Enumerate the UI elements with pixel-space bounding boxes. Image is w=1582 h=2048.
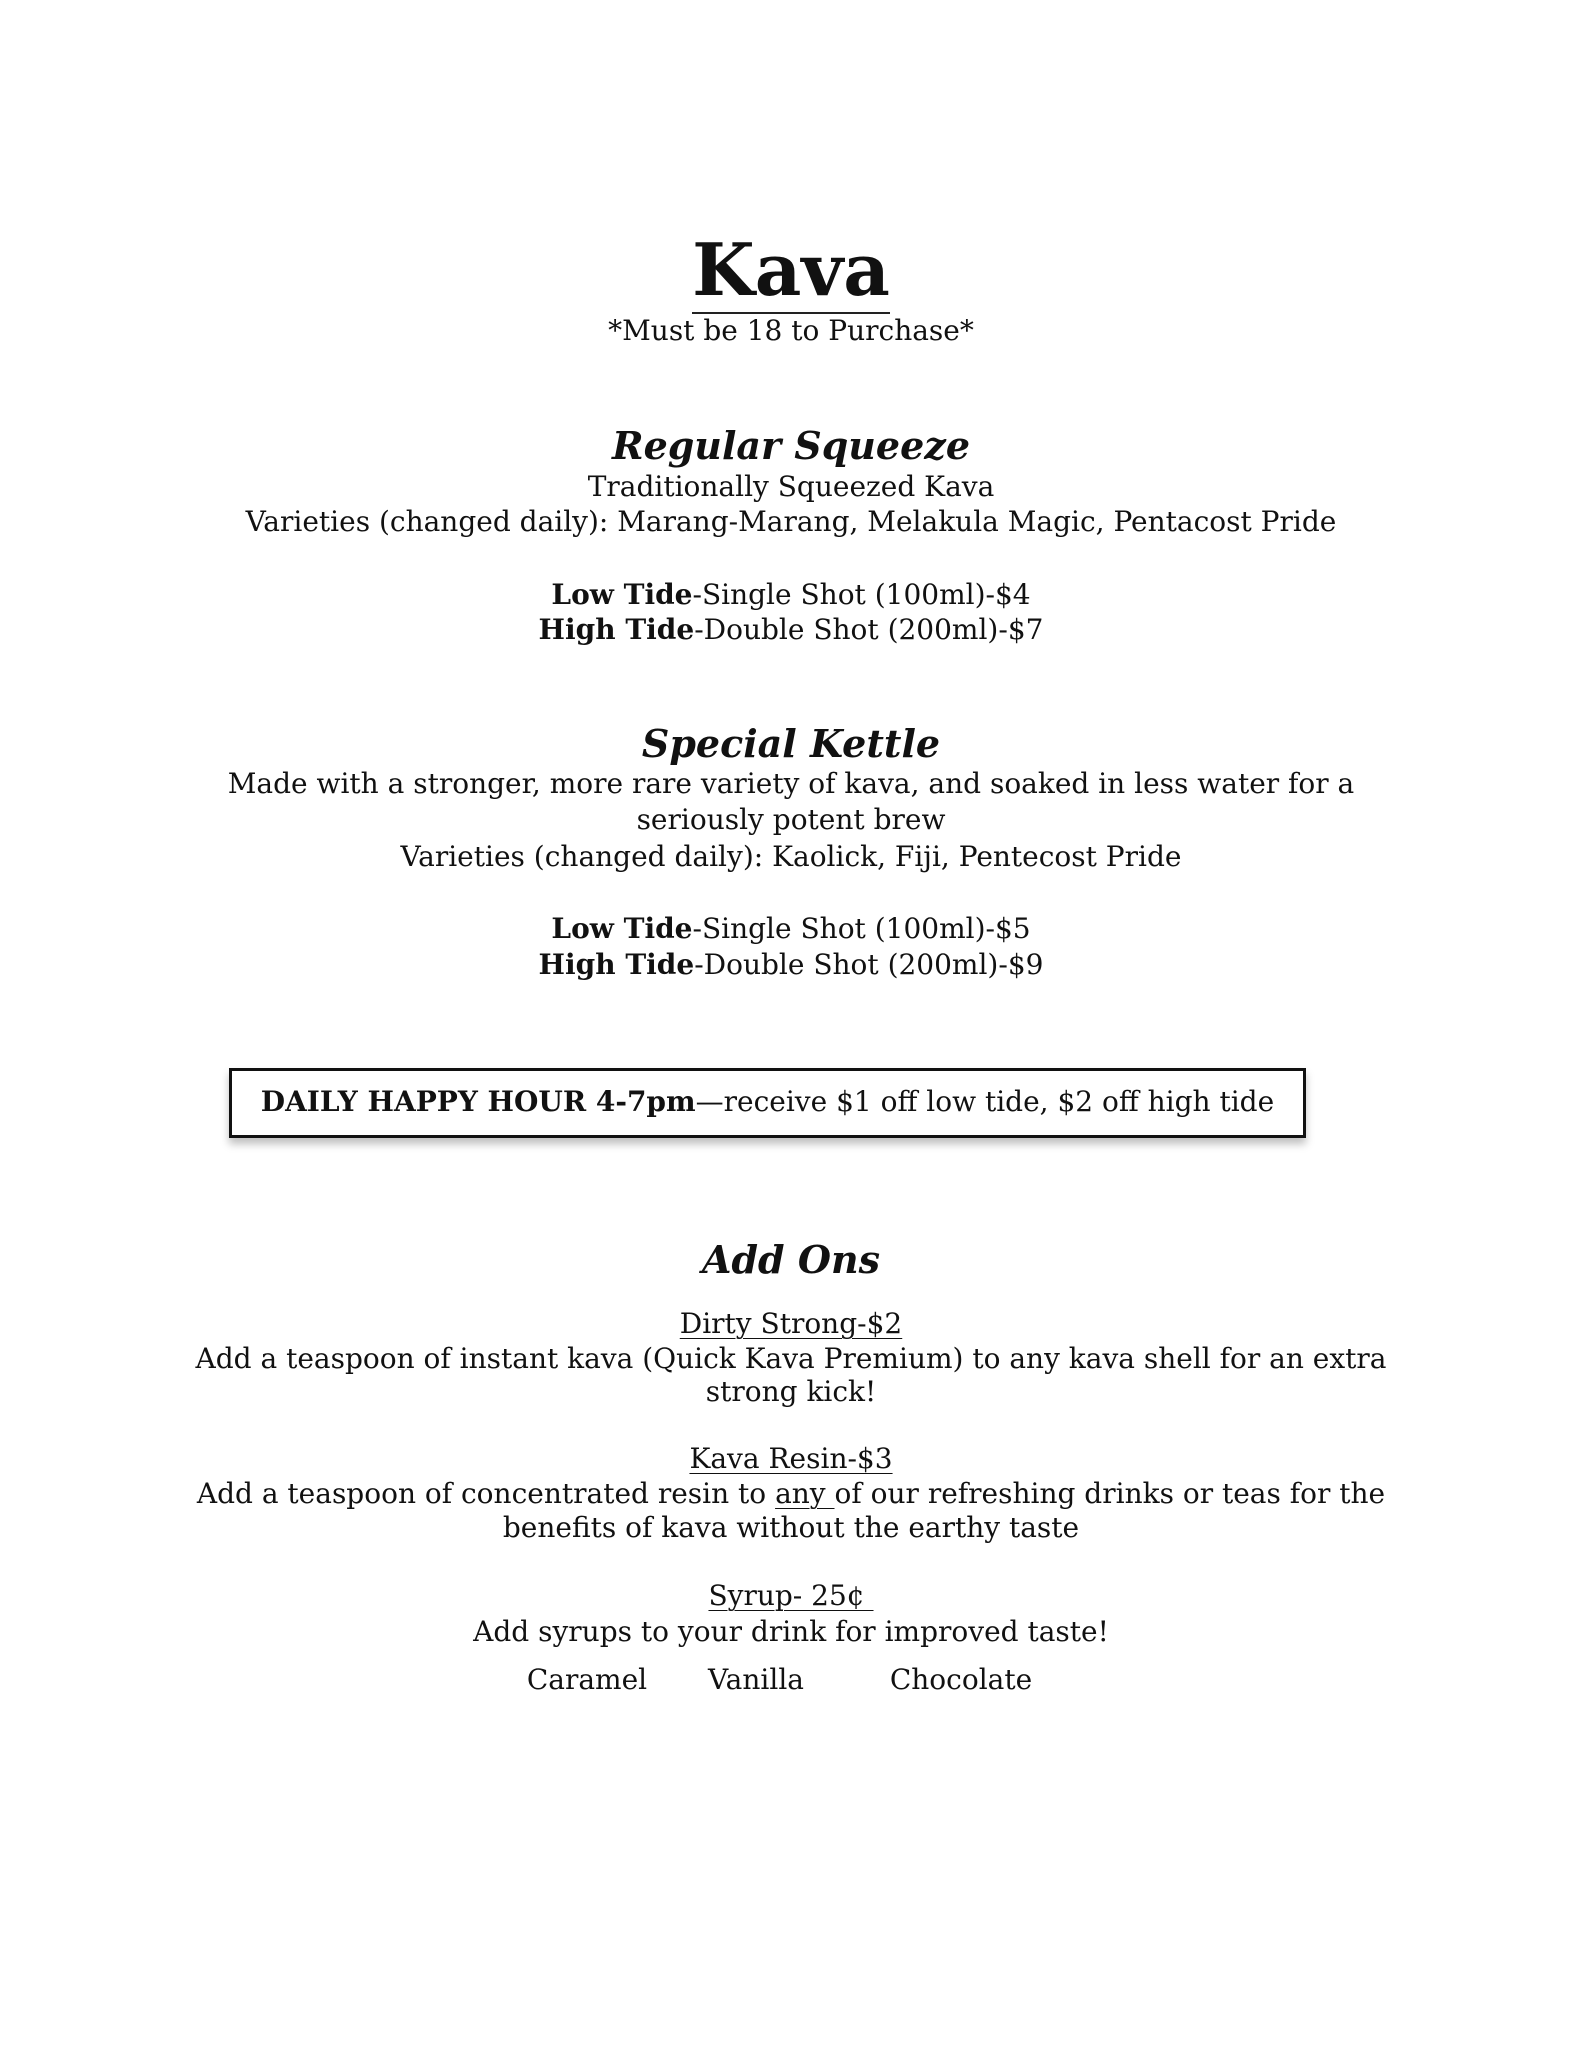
flavor-caramel: Caramel [526,1663,648,1696]
dirty-strong-desc-1: Add a teaspoon of instant kava (Quick Kava Premium) to any kava shell for an extra [195,1342,1387,1375]
special-varieties: Varieties (changed daily): Kaolick, Fiji, Pentecost Pride [400,840,1182,873]
happy-hour-bold: DAILY HAPPY HOUR 4-7pm [260,1085,696,1118]
label: Low Tide [551,578,693,611]
special-high-tide [0,947,1582,983]
dirty-strong-name [0,1306,1582,1342]
syrup-name [0,1578,1582,1614]
part: of our refreshing drinks or teas for the [834,1477,1386,1510]
dirty-strong-desc-2: strong kick! [705,1375,877,1408]
regular-low-tide [0,577,1582,613]
syrup-desc: Add syrups to your drink for improved taste! [473,1615,1109,1648]
happy-hour-box [229,1068,1306,1138]
happy-hour-text [232,1084,1303,1120]
special-heading: Special Kettle [641,721,941,766]
detail: -Single Shot (100ml)-$5 [692,912,1031,945]
kava-resin-desc-1 [0,1476,1582,1512]
special-desc-1: Made with a stronger, more rare variety of kava, and soaked in less water for a [227,767,1355,800]
special-desc-2: seriously potent brew [636,803,946,836]
flavor-chocolate: Chocolate [889,1663,1033,1696]
age-note: *Must be 18 to Purchase* [608,314,974,347]
kava-resin-name [0,1441,1582,1477]
detail: -Single Shot (100ml)-$4 [692,578,1031,611]
detail: -Double Shot (200ml)-$7 [694,613,1044,646]
any-emphasis: any [775,1477,835,1510]
label: Kava Resin-$3 [689,1442,893,1475]
detail: -Double Shot (200ml)-$9 [694,948,1044,981]
label: High Tide [538,948,695,981]
regular-desc: Traditionally Squeezed Kava [587,470,995,503]
label: Low Tide [551,912,693,945]
label: Syrup- 25¢ [708,1579,874,1612]
happy-hour-rest: —receive $1 off low tide, $2 off high tide [695,1085,1275,1118]
regular-heading: Regular Squeeze [611,423,970,468]
title-text: Kava [692,227,890,312]
regular-high-tide [0,612,1582,648]
addons-heading: Add Ons [702,1237,880,1282]
special-low-tide [0,911,1582,947]
kava-resin-desc-2: benefits of kava without the earthy taste [502,1511,1080,1544]
regular-varieties: Varieties (changed daily): Marang-Marang, Melakula Magic, Pentacost Pride [245,505,1337,538]
label: Dirty Strong-$2 [679,1307,903,1340]
part: Add a teaspoon of concentrated resin to [196,1477,776,1510]
page-title [0,227,1582,312]
flavor-vanilla: Vanilla [708,1663,804,1696]
label: High Tide [538,613,695,646]
